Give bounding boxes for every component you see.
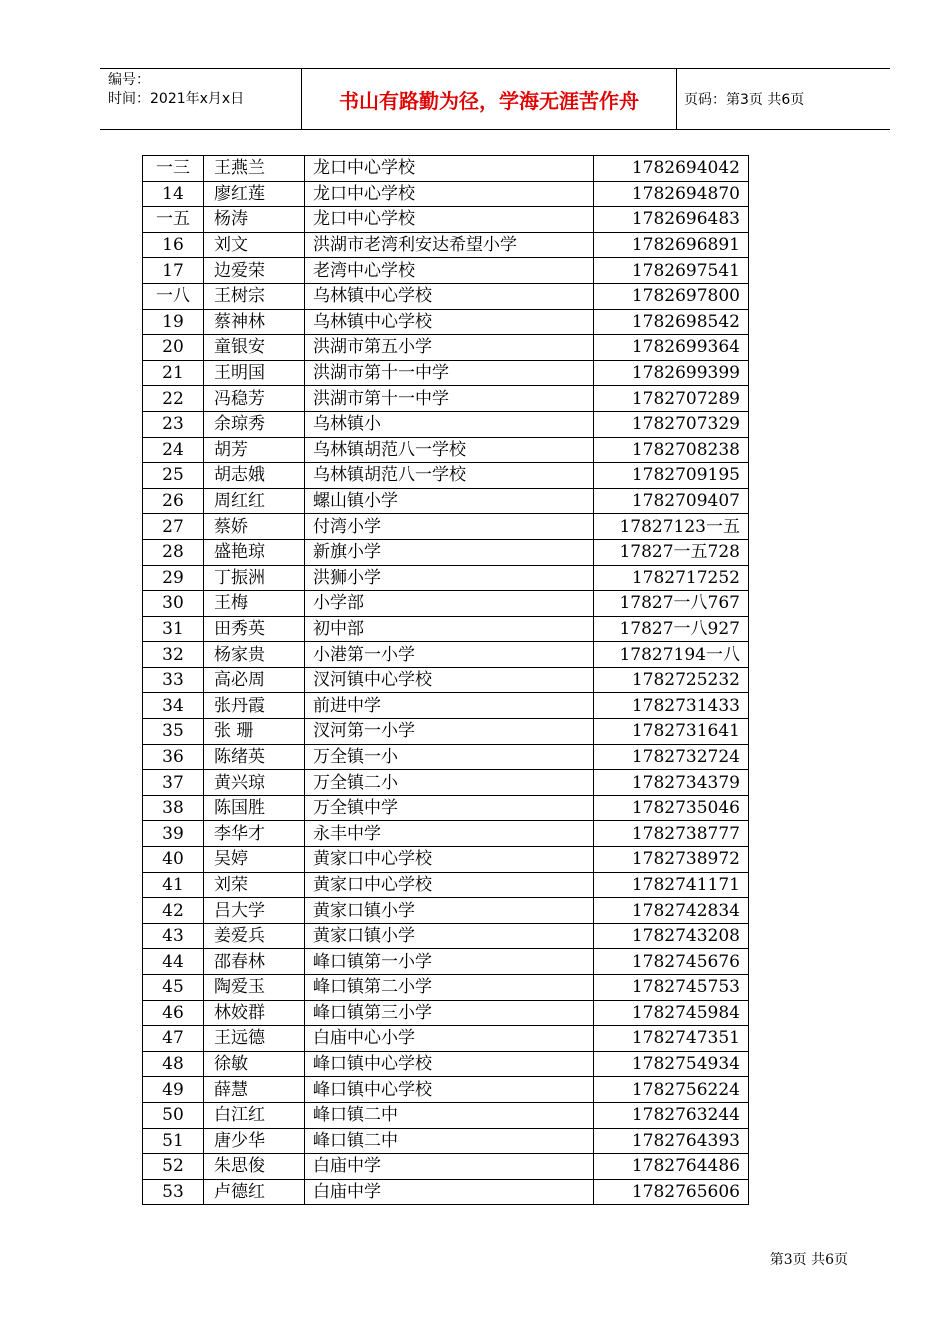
row-number-cell: 29 (143, 565, 204, 591)
school-name-cell: 峰口镇中心学校 (305, 1051, 594, 1077)
table-row (143, 232, 749, 258)
school-name-cell: 老湾中心学校 (305, 258, 594, 284)
school-name-cell: 初中部 (305, 616, 594, 642)
row-number-cell: 一三 (143, 156, 204, 182)
phone-number-cell: 1782738972 (594, 847, 749, 873)
row-number-cell: 17 (143, 258, 204, 284)
teacher-name-cell: 李华才 (204, 821, 305, 847)
phone-number-cell: 17827一五728 (594, 539, 749, 565)
teacher-name-cell: 余琼秀 (204, 411, 305, 437)
phone-number-cell: 1782694870 (594, 181, 749, 207)
school-name-cell: 洪湖市第十一中学 (305, 360, 594, 386)
teacher-name-cell: 盛艳琼 (204, 539, 305, 565)
school-name-cell: 龙口中心学校 (305, 181, 594, 207)
row-number-cell: 16 (143, 232, 204, 258)
serial-label: 编号： (108, 72, 150, 88)
school-name-cell: 峰口镇第二小学 (305, 975, 594, 1001)
row-number-cell: 50 (143, 1102, 204, 1128)
table-row (143, 1128, 749, 1154)
teacher-name-cell: 童银安 (204, 335, 305, 361)
row-number-cell: 30 (143, 591, 204, 617)
phone-number-cell: 1782707289 (594, 386, 749, 412)
table-row (143, 156, 749, 182)
teacher-name-cell: 蔡神林 (204, 309, 305, 335)
phone-number-cell: 1782732724 (594, 744, 749, 770)
phone-number-cell: 1782734379 (594, 770, 749, 796)
teacher-name-cell: 陈绪英 (204, 744, 305, 770)
table-row (143, 360, 749, 386)
table-row (143, 181, 749, 207)
table-row (143, 463, 749, 489)
table-row (143, 1051, 749, 1077)
teacher-name-cell: 胡志娥 (204, 463, 305, 489)
school-name-cell: 洪湖市第十一中学 (305, 386, 594, 412)
row-number-cell: 51 (143, 1128, 204, 1154)
teacher-name-cell: 胡芳 (204, 437, 305, 463)
row-number-cell: 49 (143, 1077, 204, 1103)
school-name-cell: 万全镇中学 (305, 795, 594, 821)
teacher-name-cell: 杨家贵 (204, 642, 305, 668)
teacher-name-cell: 田秀英 (204, 616, 305, 642)
table-row (143, 207, 749, 233)
teacher-name-cell: 林姣群 (204, 1000, 305, 1026)
school-name-cell: 龙口中心学校 (305, 156, 594, 182)
teacher-name-cell: 白江红 (204, 1102, 305, 1128)
phone-number-cell: 1782697541 (594, 258, 749, 284)
row-number-cell: 47 (143, 1026, 204, 1052)
phone-number-cell: 1782731433 (594, 693, 749, 719)
footer-page-number: 第3页 共6页 (769, 1252, 848, 1268)
table-row (143, 411, 749, 437)
school-name-cell: 螺山镇小学 (305, 488, 594, 514)
row-number-cell: 44 (143, 949, 204, 975)
phone-number-cell: 1782742834 (594, 898, 749, 924)
header-motto: 书山有路勤为径，学海无涯苦作舟 (339, 88, 639, 113)
teacher-name-cell: 刘文 (204, 232, 305, 258)
row-number-cell: 39 (143, 821, 204, 847)
school-name-cell: 峰口镇第一小学 (305, 949, 594, 975)
teacher-name-cell: 杨涛 (204, 207, 305, 233)
row-number-cell: 20 (143, 335, 204, 361)
table-row (143, 975, 749, 1001)
phone-number-cell: 1782717252 (594, 565, 749, 591)
table-row (143, 770, 749, 796)
phone-number-cell: 1782735046 (594, 795, 749, 821)
phone-number-cell: 1782694042 (594, 156, 749, 182)
row-number-cell: 27 (143, 514, 204, 540)
row-number-cell: 25 (143, 463, 204, 489)
school-name-cell: 付湾小学 (305, 514, 594, 540)
teacher-name-cell: 高必周 (204, 667, 305, 693)
row-number-cell: 33 (143, 667, 204, 693)
phone-number-cell: 1782747351 (594, 1026, 749, 1052)
phone-number-cell: 1782745676 (594, 949, 749, 975)
row-number-cell: 31 (143, 616, 204, 642)
table-row (143, 386, 749, 412)
school-name-cell: 乌林镇胡范八一学校 (305, 437, 594, 463)
phone-number-cell: 1782745984 (594, 1000, 749, 1026)
phone-number-cell: 1782756224 (594, 1077, 749, 1103)
row-number-cell: 一五 (143, 207, 204, 233)
table-row (143, 949, 749, 975)
table-row (143, 258, 749, 284)
teacher-name-cell: 陶爱玉 (204, 975, 305, 1001)
table-row (143, 1179, 749, 1205)
table-row (143, 565, 749, 591)
phone-number-cell: 1782709195 (594, 463, 749, 489)
phone-number-cell: 1782741171 (594, 872, 749, 898)
teacher-name-cell: 王树宗 (204, 283, 305, 309)
row-number-cell: 24 (143, 437, 204, 463)
table-row (143, 1026, 749, 1052)
school-name-cell: 前进中学 (305, 693, 594, 719)
teacher-name-cell: 吕大学 (204, 898, 305, 924)
phone-number-cell: 1782745753 (594, 975, 749, 1001)
phone-number-cell: 1782754934 (594, 1051, 749, 1077)
teacher-name-cell: 王燕兰 (204, 156, 305, 182)
table-row (143, 744, 749, 770)
table-row (143, 335, 749, 361)
row-number-cell: 一八 (143, 283, 204, 309)
teacher-name-cell: 王明国 (204, 360, 305, 386)
school-name-cell: 洪湖市老湾利安达希望小学 (305, 232, 594, 258)
table-row (143, 642, 749, 668)
row-number-cell: 53 (143, 1179, 204, 1205)
table-row (143, 591, 749, 617)
table-row (143, 283, 749, 309)
school-name-cell: 峰口镇二中 (305, 1102, 594, 1128)
row-number-cell: 14 (143, 181, 204, 207)
header-meta (108, 71, 303, 109)
phone-number-cell: 1782699399 (594, 360, 749, 386)
page-header (100, 68, 890, 130)
table-row (143, 1154, 749, 1180)
phone-number-cell: 1782698542 (594, 309, 749, 335)
school-name-cell: 乌林镇胡范八一学校 (305, 463, 594, 489)
phone-number-cell: 1782765606 (594, 1179, 749, 1205)
school-name-cell: 峰口镇二中 (305, 1128, 594, 1154)
row-number-cell: 52 (143, 1154, 204, 1180)
phone-number-cell: 1782738777 (594, 821, 749, 847)
table-row (143, 667, 749, 693)
row-number-cell: 40 (143, 847, 204, 873)
row-number-cell: 42 (143, 898, 204, 924)
school-name-cell: 小港第一小学 (305, 642, 594, 668)
roster-table-body (143, 156, 749, 1205)
school-name-cell: 乌林镇中心学校 (305, 309, 594, 335)
school-name-cell: 黄家口中心学校 (305, 872, 594, 898)
row-number-cell: 36 (143, 744, 204, 770)
header-page-label: 页码：第3页 共6页 (684, 92, 805, 108)
table-row (143, 539, 749, 565)
school-name-cell: 龙口中心学校 (305, 207, 594, 233)
table-row (143, 514, 749, 540)
school-name-cell: 汊河镇中心学校 (305, 667, 594, 693)
row-number-cell: 45 (143, 975, 204, 1001)
row-number-cell: 26 (143, 488, 204, 514)
teacher-name-cell: 邵春林 (204, 949, 305, 975)
row-number-cell: 46 (143, 1000, 204, 1026)
table-row (143, 872, 749, 898)
table-row (143, 923, 749, 949)
phone-number-cell: 1782764393 (594, 1128, 749, 1154)
header-divider-right (676, 69, 677, 129)
row-number-cell: 22 (143, 386, 204, 412)
phone-number-cell: 17827一八927 (594, 616, 749, 642)
school-name-cell: 峰口镇第三小学 (305, 1000, 594, 1026)
teacher-name-cell: 唐少华 (204, 1128, 305, 1154)
phone-number-cell: 1782696483 (594, 207, 749, 233)
teacher-name-cell: 朱思俊 (204, 1154, 305, 1180)
phone-number-cell: 1782697800 (594, 283, 749, 309)
row-number-cell: 21 (143, 360, 204, 386)
phone-number-cell: 1782763244 (594, 1102, 749, 1128)
row-number-cell: 38 (143, 795, 204, 821)
table-row (143, 309, 749, 335)
phone-number-cell: 17827123一五 (594, 514, 749, 540)
row-number-cell: 43 (143, 923, 204, 949)
school-name-cell: 白庙中学 (305, 1179, 594, 1205)
teacher-name-cell: 张 珊 (204, 719, 305, 745)
school-name-cell: 永丰中学 (305, 821, 594, 847)
phone-number-cell: 1782731641 (594, 719, 749, 745)
phone-number-cell: 1782696891 (594, 232, 749, 258)
school-name-cell: 汊河第一小学 (305, 719, 594, 745)
row-number-cell: 48 (143, 1051, 204, 1077)
school-name-cell: 黄家口中心学校 (305, 847, 594, 873)
time-label: 时间：2021年x月x日 (108, 91, 245, 107)
roster-table (142, 155, 749, 1205)
phone-number-cell: 1782764486 (594, 1154, 749, 1180)
table-row (143, 847, 749, 873)
school-name-cell: 白庙中心小学 (305, 1026, 594, 1052)
phone-number-cell: 17827194一八 (594, 642, 749, 668)
school-name-cell: 乌林镇小 (305, 411, 594, 437)
teacher-name-cell: 卢德红 (204, 1179, 305, 1205)
phone-number-cell: 1782743208 (594, 923, 749, 949)
teacher-name-cell: 黄兴琼 (204, 770, 305, 796)
row-number-cell: 32 (143, 642, 204, 668)
table-row (143, 437, 749, 463)
table-row (143, 898, 749, 924)
teacher-name-cell: 刘荣 (204, 872, 305, 898)
phone-number-cell: 1782707329 (594, 411, 749, 437)
table-row (143, 1000, 749, 1026)
table-row (143, 795, 749, 821)
row-number-cell: 37 (143, 770, 204, 796)
school-name-cell: 乌林镇中心学校 (305, 283, 594, 309)
teacher-name-cell: 边爱荣 (204, 258, 305, 284)
teacher-name-cell: 丁振洲 (204, 565, 305, 591)
teacher-name-cell: 廖红莲 (204, 181, 305, 207)
row-number-cell: 35 (143, 719, 204, 745)
table-row (143, 693, 749, 719)
teacher-name-cell: 蔡娇 (204, 514, 305, 540)
school-name-cell: 白庙中学 (305, 1154, 594, 1180)
table-row (143, 719, 749, 745)
teacher-name-cell: 周红红 (204, 488, 305, 514)
row-number-cell: 28 (143, 539, 204, 565)
phone-number-cell: 17827一八767 (594, 591, 749, 617)
teacher-name-cell: 薛慧 (204, 1077, 305, 1103)
phone-number-cell: 1782699364 (594, 335, 749, 361)
table-row (143, 821, 749, 847)
school-name-cell: 洪湖市第五小学 (305, 335, 594, 361)
table-row (143, 616, 749, 642)
row-number-cell: 19 (143, 309, 204, 335)
school-name-cell: 新旗小学 (305, 539, 594, 565)
row-number-cell: 23 (143, 411, 204, 437)
table-row (143, 488, 749, 514)
phone-number-cell: 1782708238 (594, 437, 749, 463)
school-name-cell: 黄家口镇小学 (305, 923, 594, 949)
teacher-name-cell: 张丹霞 (204, 693, 305, 719)
school-name-cell: 小学部 (305, 591, 594, 617)
teacher-name-cell: 徐敏 (204, 1051, 305, 1077)
phone-number-cell: 1782709407 (594, 488, 749, 514)
teacher-name-cell: 王远德 (204, 1026, 305, 1052)
table-row (143, 1077, 749, 1103)
teacher-name-cell: 姜爱兵 (204, 923, 305, 949)
row-number-cell: 34 (143, 693, 204, 719)
school-name-cell: 洪狮小学 (305, 565, 594, 591)
phone-number-cell: 1782725232 (594, 667, 749, 693)
school-name-cell: 黄家口镇小学 (305, 898, 594, 924)
row-number-cell: 41 (143, 872, 204, 898)
teacher-name-cell: 王梅 (204, 591, 305, 617)
teacher-name-cell: 冯稳芳 (204, 386, 305, 412)
school-name-cell: 峰口镇中心学校 (305, 1077, 594, 1103)
school-name-cell: 万全镇一小 (305, 744, 594, 770)
teacher-name-cell: 吴婷 (204, 847, 305, 873)
teacher-name-cell: 陈国胜 (204, 795, 305, 821)
school-name-cell: 万全镇二小 (305, 770, 594, 796)
table-row (143, 1102, 749, 1128)
